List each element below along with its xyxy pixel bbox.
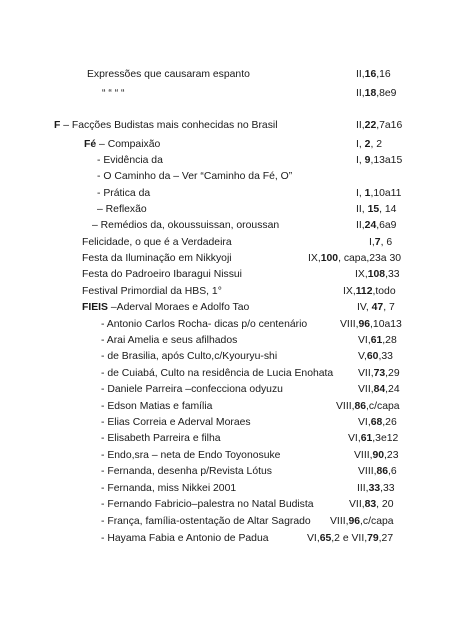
entry-label: - Fernanda, desenha p/Revista Lótus: [101, 466, 272, 477]
index-entry: [0, 219, 452, 233]
entry-reference: VIII,96,10a13: [340, 319, 402, 330]
index-entry: [0, 383, 452, 397]
entry-reference: VIII,86,6: [358, 466, 397, 477]
entry-label: - Arai Amelia e seus afilhados: [101, 335, 238, 346]
entry-label: - de Brasilia, após Culto,c/Kyouryu-shi: [101, 351, 278, 362]
entry-label: – Remédios da, okoussuissan, oroussan: [92, 220, 280, 231]
index-entry: [0, 432, 452, 446]
entry-label: – Reflexão: [97, 204, 147, 215]
entry-label: - Daniele Parreira –confecciona odyuzu: [101, 384, 283, 395]
entry-reference: VII,73,29: [358, 368, 400, 379]
index-entry: [0, 154, 452, 168]
index-entry: [0, 170, 452, 184]
entry-label: - França, família-ostentação de Altar Sagrado: [101, 516, 311, 527]
entry-label: - Endo,sra – neta de Endo Toyonosuke: [101, 450, 281, 461]
index-entry: [0, 482, 452, 496]
entry-label: Fé – Compaixão: [84, 139, 161, 150]
index-entry: [0, 301, 452, 315]
entry-label: Festa do Padroeiro Ibaragui Nissui: [82, 269, 242, 280]
index-entry: [0, 87, 452, 101]
entry-label: - Elias Correia e Aderval Moraes: [101, 417, 251, 428]
entry-label: - Fernando Fabricio–palestra no Natal Budista: [101, 499, 314, 510]
entry-reference: VIII,96,c/capa: [330, 516, 394, 527]
entry-reference: III,33,33: [357, 483, 395, 494]
index-entry: [0, 416, 452, 430]
entry-reference: II, 15, 14: [356, 204, 397, 215]
entry-reference: VII,84,24: [358, 384, 400, 395]
entry-reference: VI,61,3e12: [348, 433, 399, 444]
entry-label: Festival Primordial da HBS, 1°: [82, 286, 222, 297]
entry-reference: I, 2, 2: [356, 139, 383, 150]
entry-reference: II,16,16: [356, 69, 391, 80]
section-heading: FIEIS –Aderval Moraes e Adolfo Tao: [82, 302, 250, 313]
entry-reference: II,18,8e9: [356, 88, 397, 99]
entry-reference: I, 9,13a15: [356, 155, 403, 166]
index-entry: [0, 350, 452, 364]
index-entry: [0, 515, 452, 529]
index-entry: [0, 268, 452, 282]
entry-reference: VI,61,28: [358, 335, 397, 346]
index-entry: [0, 203, 452, 217]
entry-label: - Elisabeth Parreira e filha: [101, 433, 221, 444]
entry-label: Expressões que causaram espanto: [87, 69, 250, 80]
index-entry: [0, 334, 452, 348]
entry-reference: I,7, 6: [369, 237, 393, 248]
entry-reference: VIII,86,c/capa: [336, 401, 400, 412]
index-entry: [0, 400, 452, 414]
entry-reference: IX,112,todo: [343, 286, 396, 297]
index-entry: [0, 367, 452, 381]
entry-label: - de Cuiabá, Culto na residência de Lucia Enohata: [101, 368, 334, 379]
entry-reference: II,24,6a9: [356, 220, 397, 231]
index-entry: [0, 449, 452, 463]
index-entry: [0, 236, 452, 250]
entry-label: - Edson Matias e família: [101, 401, 213, 412]
entry-reference: IX,100, capa,23a 30: [308, 253, 402, 264]
index-entry: [0, 187, 452, 201]
index-entry: [0, 498, 452, 512]
ditto-marks: “ “ “ “: [102, 88, 125, 99]
index-entry: [0, 68, 452, 82]
entry-reference: I, 1,10a11: [356, 188, 402, 199]
section-heading: F – Facções Budistas mais conhecidas no Brasil: [54, 120, 278, 131]
entry-label: - Evidência da: [97, 155, 163, 166]
entry-label: - Prática da: [97, 188, 151, 199]
entry-reference: VII,83, 20: [349, 499, 394, 510]
entry-reference: VI,68,26: [358, 417, 397, 428]
entry-label: Festa da Iluminação em Nikkyoji: [82, 253, 232, 264]
index-entry: [0, 465, 452, 479]
entry-reference: IX,108,33: [355, 269, 400, 280]
entry-reference: II,22,7a16: [356, 120, 403, 131]
index-entry: [0, 119, 452, 133]
index-entry: [0, 252, 452, 266]
entry-reference: VIII,90,23: [354, 450, 399, 461]
index-entry: [0, 138, 452, 152]
entry-reference: IV, 47, 7: [357, 302, 395, 313]
entry-label: - Hayama Fabia e Antonio de Padua: [101, 533, 269, 544]
entry-reference: VI,65,2 e VII,79,27: [307, 533, 394, 544]
entry-label: - Antonio Carlos Rocha- dicas p/o centenário: [101, 319, 308, 330]
entry-label: Felicidade, o que é a Verdadeira: [82, 237, 232, 248]
entry-reference: V,60,33: [358, 351, 393, 362]
entry-label: - Fernanda, miss Nikkei 2001: [101, 483, 237, 494]
index-entry: [0, 532, 452, 546]
index-entry: [0, 285, 452, 299]
entry-label: - O Caminho da – Ver “Caminho da Fé, O”: [97, 171, 293, 182]
index-entry: [0, 318, 452, 332]
